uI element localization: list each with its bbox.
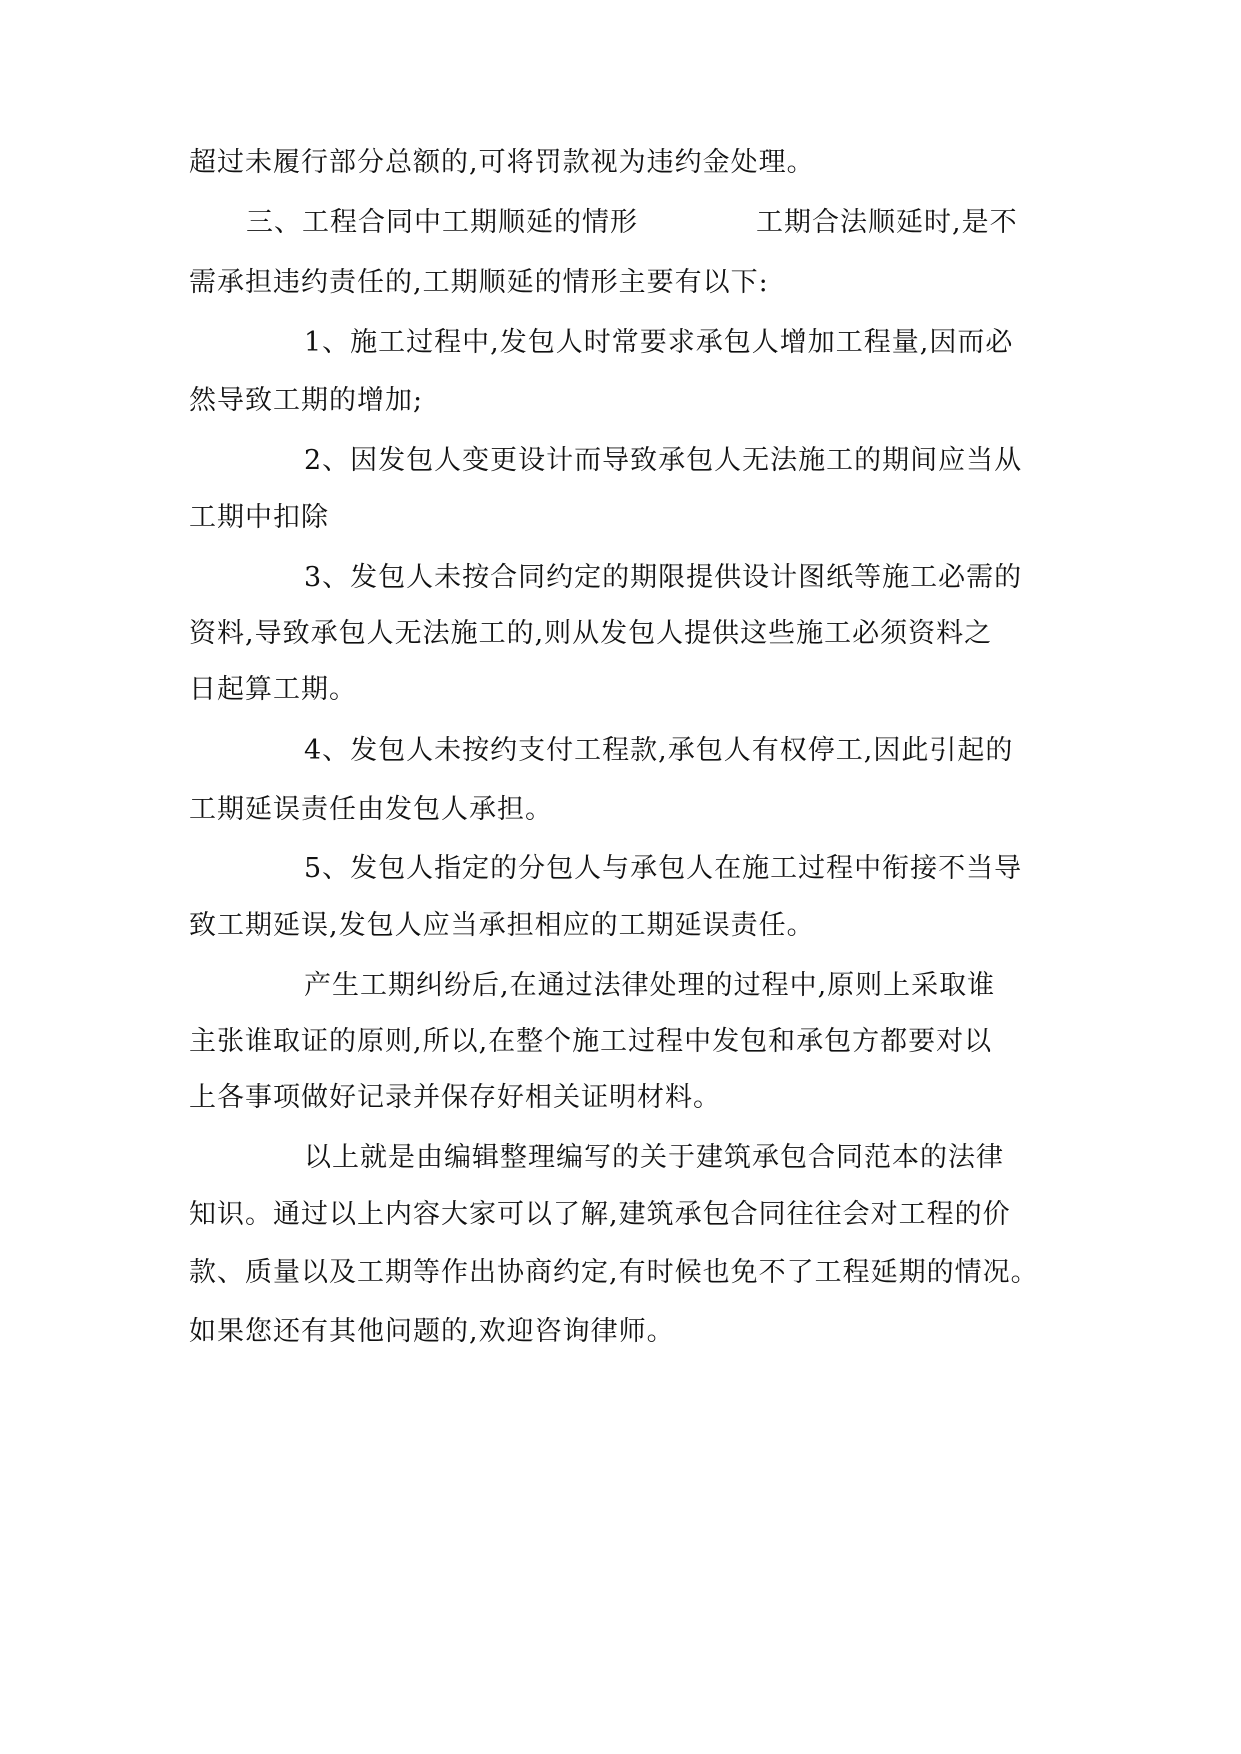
list-item-line: 致工期延误,发包人应当承担相应的工期延误责任。	[189, 910, 815, 941]
list-item-line: 5、发包人指定的分包人与承包人在施工过程中衔接不当导	[304, 853, 1023, 884]
list-item-line: 2、因发包人变更设计而导致承包人无法施工的期间应当从	[304, 445, 1023, 476]
paragraph-text: 工期合法顺延时,是不	[756, 207, 1018, 238]
paragraph-line: 超过未履行部分总额的,可将罚款视为违约金处理。	[189, 147, 815, 178]
paragraph-line: 如果您还有其他问题的,欢迎咨询律师。	[189, 1316, 675, 1347]
list-item-line: 然导致工期的增加;	[189, 385, 424, 416]
paragraph-line: 知识。通过以上内容大家可以了解,建筑承包合同往往会对工程的价	[189, 1199, 1011, 1230]
paragraph-line: 款、质量以及工期等作出协商约定,有时候也免不了工程延期的情况。	[189, 1257, 1039, 1288]
list-item-line: 3、发包人未按合同约定的期限提供设计图纸等施工必需的	[304, 562, 1023, 593]
list-item-line: 工期延误责任由发包人承担。	[189, 794, 553, 825]
list-item-line: 资料,导致承包人无法施工的,则从发包人提供这些施工必须资料之	[189, 618, 993, 649]
section-heading-line	[246, 203, 1018, 243]
list-item-line: 1、施工过程中,发包人时常要求承包人增加工程量,因而必	[304, 327, 1014, 358]
list-item-line: 工期中扣除	[189, 502, 329, 533]
list-item-line: 4、发包人未按约支付工程款,承包人有权停工,因此引起的	[304, 735, 1014, 766]
list-item-line: 日起算工期。	[189, 674, 357, 705]
paragraph-line: 以上就是由编辑整理编写的关于建筑承包合同范本的法律	[304, 1142, 1004, 1173]
paragraph-line: 产生工期纠纷后,在通过法律处理的过程中,原则上采取谁	[304, 970, 996, 1001]
paragraph-line: 上各事项做好记录并保存好相关证明材料。	[189, 1082, 721, 1113]
paragraph-line: 需承担违约责任的,工期顺延的情形主要有以下:	[189, 267, 769, 298]
section-heading: 三、工程合同中工期顺延的情形	[246, 207, 638, 238]
paragraph-line: 主张谁取证的原则,所以,在整个施工过程中发包和承包方都要对以	[189, 1026, 993, 1057]
